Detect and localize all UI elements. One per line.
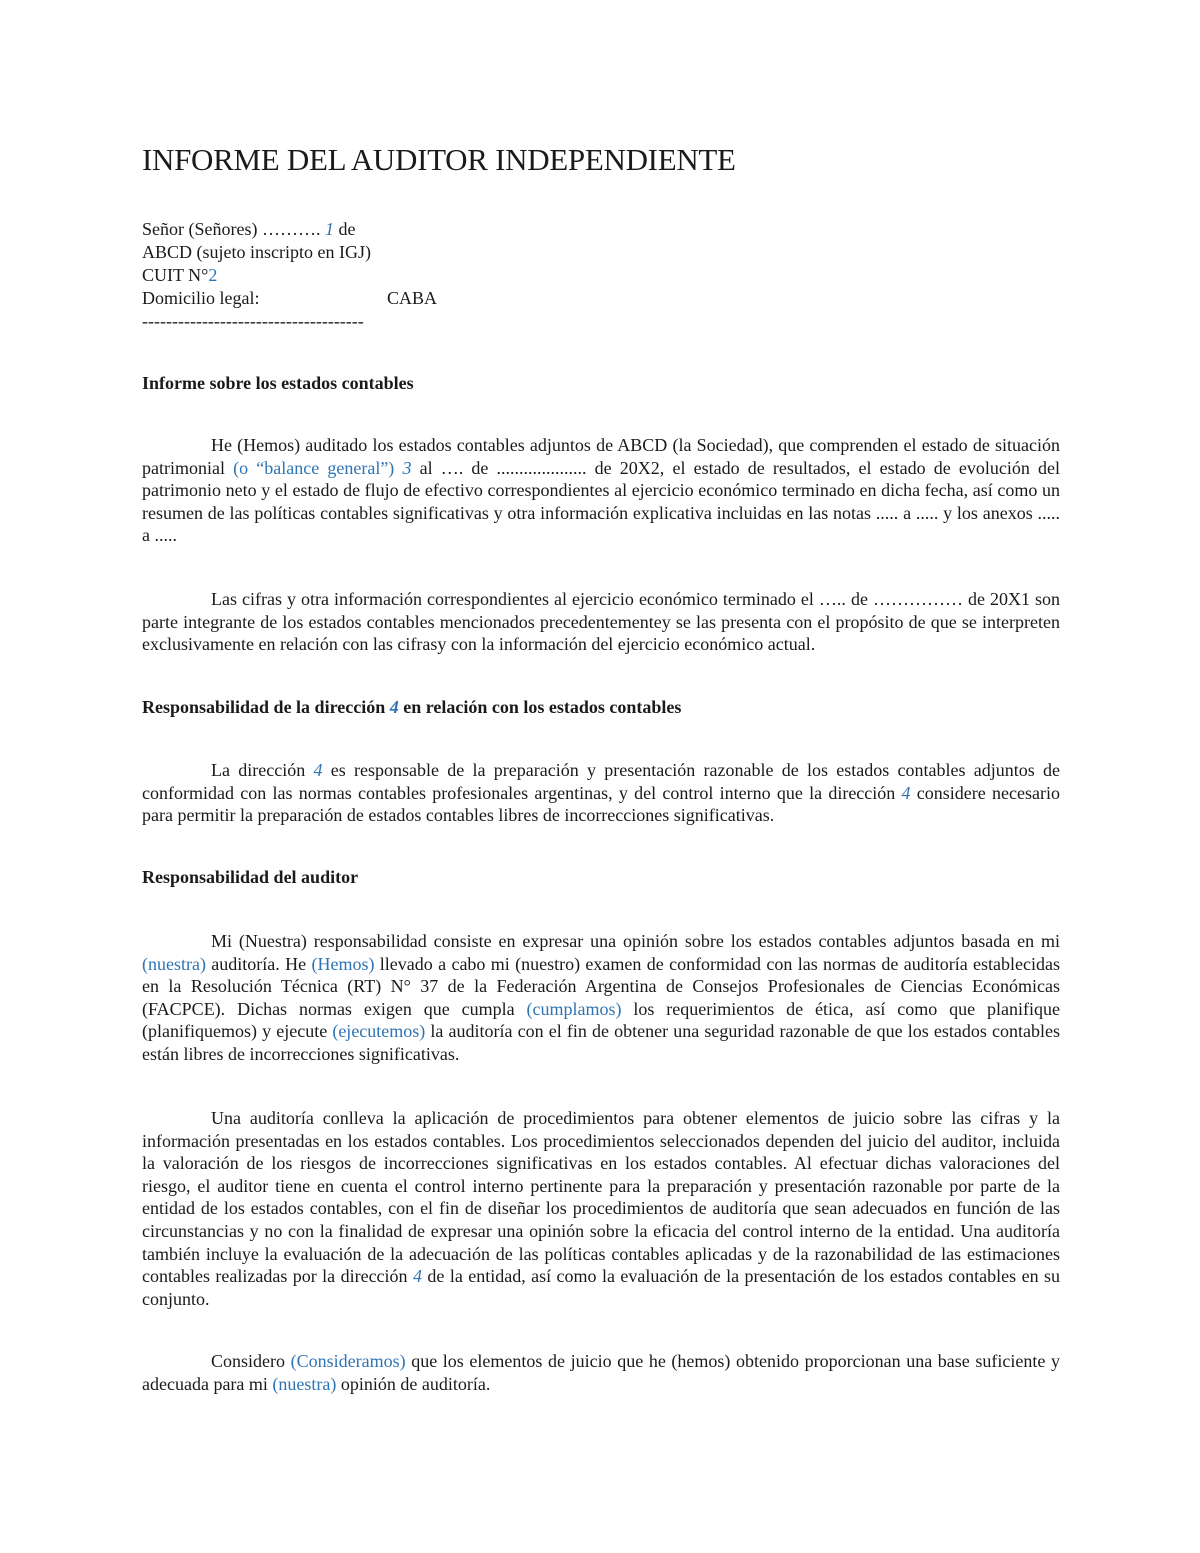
footnote-marker: 3 — [402, 457, 412, 478]
footnote-marker: 4 — [389, 697, 399, 717]
separator-line: ------------------------------------- — [142, 311, 364, 331]
section-heading-responsabilidad-auditor: Responsabilidad del auditor — [142, 867, 359, 887]
footnote-marker: 4 — [313, 760, 323, 780]
addressee-line: Señor (Señores) ………. 1 de — [142, 219, 356, 239]
section-heading-estados-contables: Informe sobre los estados contables — [142, 373, 414, 393]
addressee-block — [142, 218, 437, 333]
entity-line: ABCD (sujeto inscripto en IGJ) — [142, 242, 371, 262]
paragraph-responsabilidad: Mi (Nuestra) responsabilidad consiste en expresar una opinión sobre los estados contables adjuntos basada en mi (nuestra) auditoría. He (Hemos) llevado a cabo mi (nuestro) examen de conformidad con las normas de auditoría establecidas en la Resolución Técnica (RT) N° 37 de la Federación Argentina de Consejos Profesionales de Ciencias Económicas (FACPCE). Dichas normas exigen que cumpla (cumplamos) los requerimientos de ética, así como que planifique (planifiquemos) y ejecute (ejecutemos) la auditoría con el fin de obtener una seguridad razonable de que los estados contables están libres de incorrecciones significativas. — [142, 931, 1060, 1064]
section-heading-responsabilidad-direccion: Responsabilidad de la dirección 4 en relación con los estados contables — [142, 697, 682, 717]
document-title: INFORME DEL AUDITOR INDEPENDIENTE — [142, 142, 736, 177]
domicile-line: Domicilio legal: CABA — [142, 288, 438, 308]
footnote-marker: 2 — [208, 265, 218, 285]
paragraph-direccion: La dirección 4 es responsable de la preparación y presentación razonable de los estados contables adjuntos de conformidad con las normas contables profesionales argentinas, y del control interno que la dirección 4 considere necesario para permitir la preparación de estados contables libres de incorrecciones significativas. — [142, 760, 1061, 826]
footnote-marker: 4 — [412, 1266, 422, 1287]
paragraph-procedimientos: Una auditoría conlleva la aplicación de procedimientos para obtener elementos de juicio sobre las cifras y la información presentadas en los estados contables. Los procedimientos seleccionados dependen del juicio del auditor, incluida la valoración de los riesgos de incorrecciones significativas en los estados contables. Al efectuar dichas valoraciones del riesgo, el auditor tiene en cuenta el control interno pertinente para la preparación y presentación razonable por parte de la entidad de los estados contables, con el fin de diseñar los procedimientos de auditoría que sean adecuados en función de las circunstancias y no con la finalidad de expresar una opinión sobre la eficacia del control interno de la entidad. Una auditoría también incluye la evaluación de la adecuación de las políticas contables aplicadas y de la razonabilidad de las estimaciones contables realizadas por la dirección 4 de la entidad, así como la evaluación de la presentación de los estados contables en su conjunto. — [142, 1108, 1060, 1309]
paragraph-cifras: Las cifras y otra información correspondientes al ejercicio económico terminado el ….. de …………… de 20X1 son parte integrante de los estados contables mencionados precedentementey se las presenta con el propósito de que se interpreten exclusivamente en relación con las cifrasy con la información del ejercicio económico actual. — [142, 589, 1060, 655]
cuit-line: CUIT N°2 — [142, 265, 218, 285]
paragraph-considero: Considero (Consideramos) que los elementos de juicio que he (hemos) obtenido proporcionan una base suficiente y adecuada para mi (nuestra) opinión de auditoría. — [142, 1351, 1060, 1394]
footnote-marker: 4 — [901, 782, 911, 803]
footnote-marker: 1 — [324, 219, 334, 239]
paragraph-auditado: He (Hemos) auditado los estados contables adjuntos de ABCD (la Sociedad), que comprenden el estado de situación patrimonial (o “balance general”) 3 al …. de .................... de 20X2, el estado de resultados, el estado de evolución del patrimonio neto y el estado de flujo de efectivo correspondientes al ejercicio económico terminado en dicha fecha, así como un resumen de las políticas contables significativas y otra información explicativa incluidas en las notas ..... a ..... y los anexos ..... a ..... — [142, 435, 1061, 546]
